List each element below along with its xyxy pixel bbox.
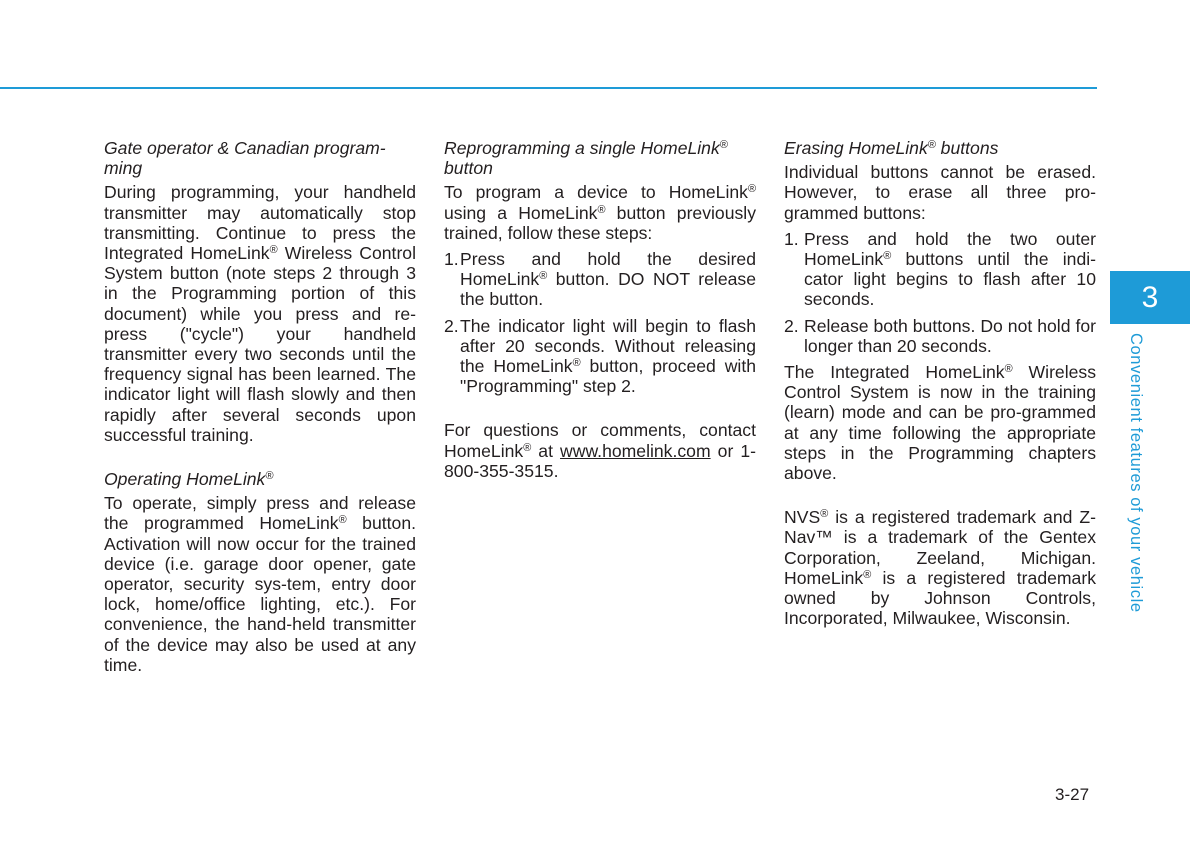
- erasing-intro: Individual buttons cannot be erased. However, to erase all three pro-grammed buttons:: [784, 162, 1096, 223]
- registered-mark: ®: [863, 568, 872, 581]
- reprogramming-intro: To program a device to HomeLink® using a HomeLink® button previously trained, follow these steps:: [444, 182, 756, 243]
- trademark-note: NVS® is a registered trademark and Z-Nav™ is a trademark of the Gentex Corporation, Zeeland, Michigan. HomeLink® is a registered trademark owned by Johnson Controls, Incorporated, Milwaukee, Wisconsin.: [784, 507, 1096, 629]
- registered-mark: ®: [820, 508, 829, 521]
- training-mode-note: The Integrated HomeLink® Wireless Control System is now in the training (learn) mode and can be pro-grammed at any time following the appropriate steps in the Programming chapters above.: [784, 362, 1097, 484]
- registered-mark: ®: [719, 139, 728, 151]
- registered-mark: ®: [269, 244, 278, 257]
- contact-info: For questions or comments, contact HomeLink® at www.homelink.com or 1-800-355-3515.: [444, 420, 756, 481]
- operating-homelink-heading: Operating HomeLink®: [104, 469, 274, 490]
- registered-mark: ®: [265, 470, 274, 483]
- homelink-website-link[interactable]: www.homelink.com: [560, 440, 711, 461]
- page-number: 3-27: [1055, 785, 1090, 804]
- registered-mark: ®: [1004, 363, 1013, 376]
- step-number: 2.: [444, 315, 459, 336]
- reprogramming-heading: Reprogramming a single HomeLink® button: [444, 138, 728, 179]
- step-number: 1.: [444, 249, 459, 270]
- step-number: 1.: [784, 228, 799, 249]
- registered-mark: ®: [572, 357, 581, 370]
- header-rule: [0, 87, 1097, 89]
- registered-mark: ®: [338, 514, 347, 527]
- registered-mark: ®: [927, 139, 936, 151]
- gate-operator-body: During programming, your handheld transmitter may automatically stop transmitting. Continue to press the Integrated HomeLink® Wireless Control System button (note steps 2 through 3 in the Programming portion of this document) while you press and re-press ("cycle") your handheld transmitter every two seconds until the frequency signal has been learned. The indicator light will flash slowly and then rapidly after several seconds upon successful training.: [104, 182, 416, 445]
- registered-mark: ®: [539, 270, 548, 283]
- erasing-step-2: 2. Release both buttons. Do not hold for longer than 20 seconds.: [784, 315, 1096, 356]
- column-2: [444, 138, 756, 487]
- step-number: 2.: [784, 315, 799, 336]
- erasing-heading: Erasing HomeLink® buttons: [784, 138, 999, 158]
- operating-homelink-body: To operate, simply press and release the programmed HomeLink® button. Activation will now occur for the trained device (i.e. garage door opener, gate operator, security sys-tem, entry door lock, home/office lighting, etc.). For convenience, the hand-held transmitter of the device may also be used at any time.: [104, 493, 416, 675]
- chapter-tab: 3: [1110, 271, 1190, 324]
- chapter-title: Convenient features of your vehicle: [1127, 333, 1145, 613]
- reprogramming-step-2: 2. The indicator light will begin to flash after 20 seconds. Without releasing the HomeLink® button, proceed with "Programming" step 2.: [444, 315, 756, 397]
- registered-mark: ®: [597, 203, 606, 216]
- registered-mark: ®: [883, 250, 892, 263]
- erasing-step-1: 1. Press and hold the two outer HomeLink® buttons until the indi-cator light begins to flash after 10 seconds.: [784, 228, 1096, 310]
- gate-operator-heading: Gate operator & Canadian program-ming: [104, 138, 386, 179]
- column-1: [104, 138, 416, 681]
- reprogramming-step-1: 1. Press and hold the desired HomeLink® button. DO NOT release the button.: [444, 249, 756, 310]
- column-3: [784, 138, 1096, 634]
- registered-mark: ®: [523, 441, 532, 454]
- registered-mark: ®: [747, 183, 756, 196]
